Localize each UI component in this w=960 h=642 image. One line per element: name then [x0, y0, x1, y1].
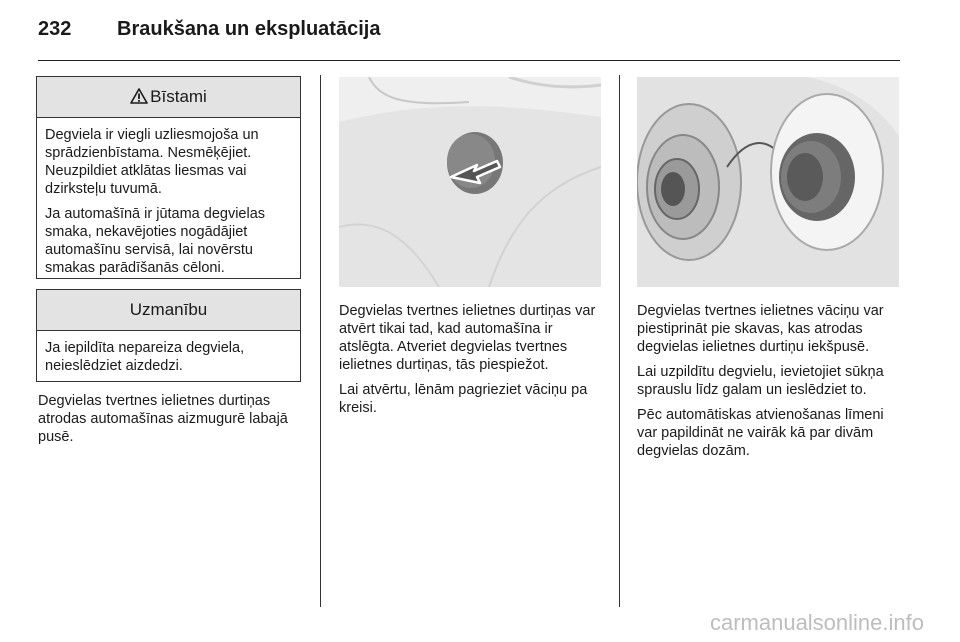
- header-rule: [38, 60, 900, 61]
- warning-triangle-icon: [130, 88, 148, 104]
- page-number: 232: [38, 18, 72, 40]
- caution-box: [36, 289, 301, 382]
- caution-paragraph: Ja iepildīta nepareiza degviela, neieslēdziet aizdedzi.: [45, 340, 245, 374]
- watermark: carmanualsonline.info: [709, 610, 924, 635]
- caution-box-heading: Uzmanību: [37, 290, 300, 331]
- column1-text: [38, 392, 300, 453]
- column-divider-1: [320, 75, 321, 607]
- body-paragraph: Pēc automātiskas atvienošanas līmeni var papildināt ne vairāk kā par divām degvielas dozām.: [637, 407, 884, 459]
- body-paragraph: Degvielas tvertnes ielietnes durtiņas atrodas automašīnas aizmugurē labajā pusē.: [38, 393, 288, 445]
- body-paragraph: Lai atvērtu, lēnām pagrieziet vāciņu pa kreisi.: [339, 382, 588, 416]
- warning-box-heading: [37, 77, 300, 118]
- fuel-door-arrow-illustration: [339, 77, 601, 287]
- warning-paragraph: Ja automašīnā ir jūtama degvielas smaka, nekavējoties nogādājiet automašīnu servisā, lai novērstu smakas parādīšanās cēloni.: [45, 206, 266, 276]
- warning-box-body: [37, 118, 300, 283]
- warning-box-title: Bīstami: [150, 87, 207, 106]
- body-paragraph: Degvielas tvertnes ielietnes vāciņu var piestiprināt pie skavas, kas atrodas degvielas ielietnes durtiņu iekšpusē.: [637, 303, 884, 355]
- fuel-door-figure: [339, 77, 601, 287]
- fuel-cap-figure: [637, 77, 899, 287]
- page-title: Braukšana un ekspluatācija: [117, 18, 381, 40]
- column-divider-2: [619, 75, 620, 607]
- warning-box: [36, 76, 301, 279]
- column2-text: [339, 302, 609, 424]
- column3-text: [637, 302, 907, 467]
- body-paragraph: Lai uzpildītu degvielu, ievietojiet sūkņa sprauslu līdz galam un ieslēdziet to.: [637, 364, 884, 398]
- warning-paragraph: Degviela ir viegli uzliesmojoša un sprādzienbīstama. Nesmēķējiet. Neuzpildiet atklātas liesmas vai dzirksteļu tuvumā.: [45, 127, 259, 197]
- caution-box-body: [37, 331, 300, 381]
- fuel-filler-cap-illustration: [637, 77, 899, 287]
- body-paragraph: Degvielas tvertnes ielietnes durtiņas var atvērt tikai tad, kad automašīna ir atslēgta. Atveriet degvielas tvertnes ielietnes durtiņas, tās piespiežot.: [339, 303, 596, 373]
